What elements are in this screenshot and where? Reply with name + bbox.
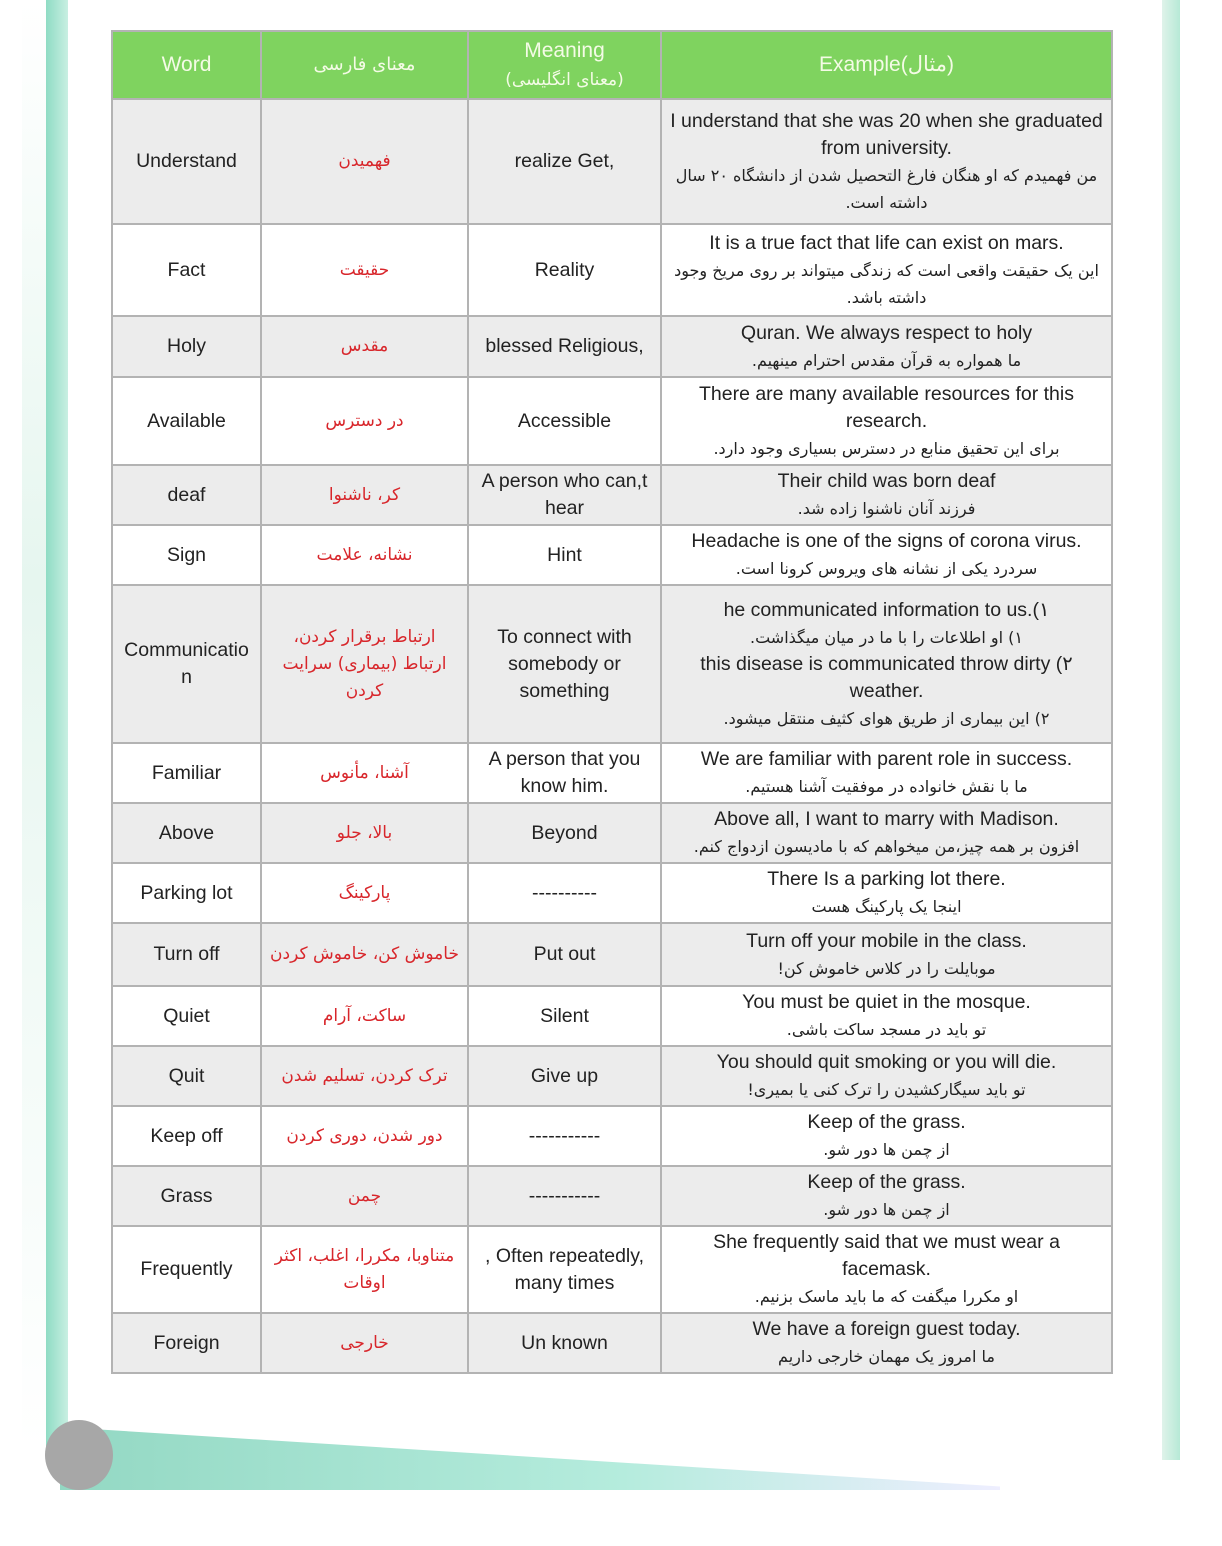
example-cell <box>661 585 1112 743</box>
example-english: Above all, I want to marry with Madison. <box>714 808 1059 830</box>
example-english: She frequently said that we must wear a facemask. <box>713 1231 1060 1280</box>
english-meaning-cell: ---------- <box>468 863 661 923</box>
persian-meaning-cell: نشانه، علامت <box>261 525 468 585</box>
english-meaning-cell: Accessible <box>468 377 661 465</box>
english-meaning-cell: , Often repeatedly, many times <box>468 1226 661 1313</box>
word-cell: Available <box>112 377 261 465</box>
table-row <box>112 1106 1112 1166</box>
example-persian: سردرد یکی از نشانه های ویروس کرونا است. <box>735 559 1038 578</box>
persian-meaning-cell: خاموش کن، خاموش کردن <box>261 923 468 986</box>
persian-meaning-cell: ارتباط برقرار کردن، ارتباط (بیماری) سرایت کردن <box>261 585 468 743</box>
table-row <box>112 803 1112 863</box>
table-row <box>112 1313 1112 1373</box>
example-english: he communicated information to us.(۱ <box>723 598 1050 621</box>
example-english: Turn off your mobile in the class. <box>746 929 1027 952</box>
english-meaning-cell: Give up <box>468 1046 661 1106</box>
example-persian: این یک حقیقت واقعی است که زندگی میتواند بر روی مریخ وجود داشته باشد. <box>674 260 1099 307</box>
header-meaning-label: Meaning <box>524 38 605 62</box>
persian-meaning-cell: فهمیدن <box>261 99 468 224</box>
table-header <box>112 31 1112 99</box>
word-cell: Frequently <box>112 1226 261 1313</box>
english-meaning-cell: Put out <box>468 923 661 986</box>
persian-meaning-cell: حقیقت <box>261 224 468 316</box>
persian-meaning-cell: پارکینگ <box>261 863 468 923</box>
english-meaning-cell: Reality <box>468 224 661 316</box>
example-english: It is a true fact that life can exist on mars. <box>709 231 1064 254</box>
example-cell <box>661 743 1112 803</box>
english-meaning-cell: A person who can,t hear <box>468 465 661 525</box>
table-row <box>112 585 1112 743</box>
example-persian: از چمن ها دور شو. <box>823 1140 950 1159</box>
example-cell <box>661 1166 1112 1226</box>
header-persian: معنای فارسی <box>261 31 468 99</box>
example-english: You should quit smoking or you will die. <box>716 1051 1057 1073</box>
example-persian: فرزند آنان ناشنوا زاده شد. <box>797 499 976 518</box>
word-cell: deaf <box>112 465 261 525</box>
example-persian: افزون بر همه چیز،من میخواهم که با مادیسون ازدواج کنم. <box>693 837 1080 856</box>
table-row <box>112 377 1112 465</box>
vocabulary-table <box>111 30 1113 1374</box>
persian-meaning-cell: بالا، جلو <box>261 803 468 863</box>
example-cell <box>661 803 1112 863</box>
example-persian: تو باید در مسجد ساکت باشی. <box>786 1020 987 1039</box>
example-cell <box>661 465 1112 525</box>
example-english: You must be quiet in the mosque. <box>742 991 1031 1013</box>
example-english: Keep of the grass. <box>807 1171 966 1193</box>
word-cell: Grass <box>112 1166 261 1226</box>
persian-meaning-cell: خارجی <box>261 1313 468 1373</box>
table-row <box>112 465 1112 525</box>
example-cell <box>661 923 1112 986</box>
persian-meaning-cell: دور شدن، دوری کردن <box>261 1106 468 1166</box>
english-meaning-cell: realize Get, <box>468 99 661 224</box>
example-cell <box>661 377 1112 465</box>
word-cell: Holy <box>112 316 261 377</box>
header-example: Example(مثال) <box>661 31 1112 99</box>
persian-meaning-cell: ترک کردن، تسلیم شدن <box>261 1046 468 1106</box>
example-persian: ما همواره به قرآن مقدس احترام مینهیم. <box>751 350 1022 370</box>
table-row <box>112 224 1112 316</box>
persian-meaning-cell: آشنا، مأنوس <box>261 743 468 803</box>
example-cell <box>661 1046 1112 1106</box>
example-cell <box>661 1313 1112 1373</box>
example-english: Quran. We always respect to holy <box>740 321 1033 344</box>
example-cell <box>661 525 1112 585</box>
word-cell: Fact <box>112 224 261 316</box>
table-row <box>112 1226 1112 1313</box>
english-meaning-cell: Hint <box>468 525 661 585</box>
word-cell: Quiet <box>112 986 261 1046</box>
example-cell <box>661 316 1112 377</box>
example-english: We are familiar with parent role in success. <box>700 748 1073 770</box>
example-persian: او مکررا میگفت که ما باید ماسک بزنیم. <box>754 1287 1019 1306</box>
decorative-bottom-wedge <box>60 1420 1000 1490</box>
example-english: Their child was born deaf <box>777 470 996 492</box>
english-meaning-cell: A person that you know him. <box>468 743 661 803</box>
example-persian: ما با نقش خانواده در موفقیت آشنا هستیم. <box>745 777 1028 796</box>
table-row <box>112 986 1112 1046</box>
english-meaning-cell: blessed Religious, <box>468 316 661 377</box>
example-cell <box>661 1106 1112 1166</box>
example-persian-2: ۲) این بیماری از طریق هوای کثیف منتقل میشود. <box>723 708 1050 728</box>
persian-meaning-cell: متناوبا، مکررا، اغلب، اکثر اوقات <box>261 1226 468 1313</box>
english-meaning-cell: Beyond <box>468 803 661 863</box>
table-row <box>112 99 1112 224</box>
word-cell: Familiar <box>112 743 261 803</box>
example-cell <box>661 99 1112 224</box>
persian-meaning-cell: چمن <box>261 1166 468 1226</box>
example-persian: من فهمیدم که او هنگان فارغ التحصیل شدن از دانشگاه ۲۰ سال داشته است. <box>675 165 1098 212</box>
persian-meaning-cell: ساکت، آرام <box>261 986 468 1046</box>
word-cell: Quit <box>112 1046 261 1106</box>
example-cell <box>661 224 1112 316</box>
example-english: There are many available resources for this research. <box>698 382 1074 432</box>
persian-meaning-cell: در دسترس <box>261 377 468 465</box>
table-row <box>112 1046 1112 1106</box>
example-english: There Is a parking lot there. <box>767 868 1006 890</box>
decorative-right-bar <box>1162 0 1180 1460</box>
example-persian: ما امروز یک مهمان خارجی داریم <box>778 1347 995 1366</box>
example-english: Keep of the grass. <box>807 1111 966 1133</box>
example-persian: موبایلت را در کلاس خاموش کن! <box>777 958 996 978</box>
table-row <box>112 863 1112 923</box>
persian-meaning-cell: مقدس <box>261 316 468 377</box>
header-meaning <box>468 31 661 99</box>
example-cell <box>661 863 1112 923</box>
header-meaning-sub: (معنای انگلیسی) <box>505 69 624 90</box>
word-cell: Sign <box>112 525 261 585</box>
example-cell <box>661 986 1112 1046</box>
word-cell: Turn off <box>112 923 261 986</box>
example-cell <box>661 1226 1112 1313</box>
example-english: I understand that she was 20 when she graduated from university. <box>670 109 1103 159</box>
word-cell: Communication <box>112 585 261 743</box>
example-persian: برای این تحقیق منابع در دسترس بسیاری وجود دارد. <box>713 438 1060 458</box>
example-persian: از چمن ها دور شو. <box>823 1200 950 1219</box>
english-meaning-cell: Un known <box>468 1313 661 1373</box>
word-cell: Parking lot <box>112 863 261 923</box>
word-cell: Understand <box>112 99 261 224</box>
table-row <box>112 525 1112 585</box>
example-persian: تو باید سیگارکشیدن را ترک کنی یا بمیری! <box>747 1080 1026 1099</box>
english-meaning-cell: ----------- <box>468 1166 661 1226</box>
example-english-2: this disease is communicated throw dirty (۲ weather. <box>700 652 1073 702</box>
example-english: We have a foreign guest today. <box>752 1318 1021 1340</box>
table-row <box>112 743 1112 803</box>
english-meaning-cell: ----------- <box>468 1106 661 1166</box>
table-row <box>112 316 1112 377</box>
example-persian: ۱) او اطلاعات را با ما در میان میگذاشت. <box>749 627 1023 647</box>
word-cell: Above <box>112 803 261 863</box>
example-persian: اینجا یک پارکینگ هست <box>811 897 962 916</box>
table-row <box>112 923 1112 986</box>
word-cell: Foreign <box>112 1313 261 1373</box>
header-word: Word <box>112 31 261 99</box>
word-cell: Keep off <box>112 1106 261 1166</box>
english-meaning-cell: To connect with somebody or something <box>468 585 661 743</box>
decorative-circle <box>45 1420 113 1490</box>
table-row <box>112 1166 1112 1226</box>
persian-meaning-cell: کر، ناشنوا <box>261 465 468 525</box>
decorative-left-bar <box>46 0 68 1450</box>
english-meaning-cell: Silent <box>468 986 661 1046</box>
example-english: Headache is one of the signs of corona virus. <box>691 530 1082 552</box>
